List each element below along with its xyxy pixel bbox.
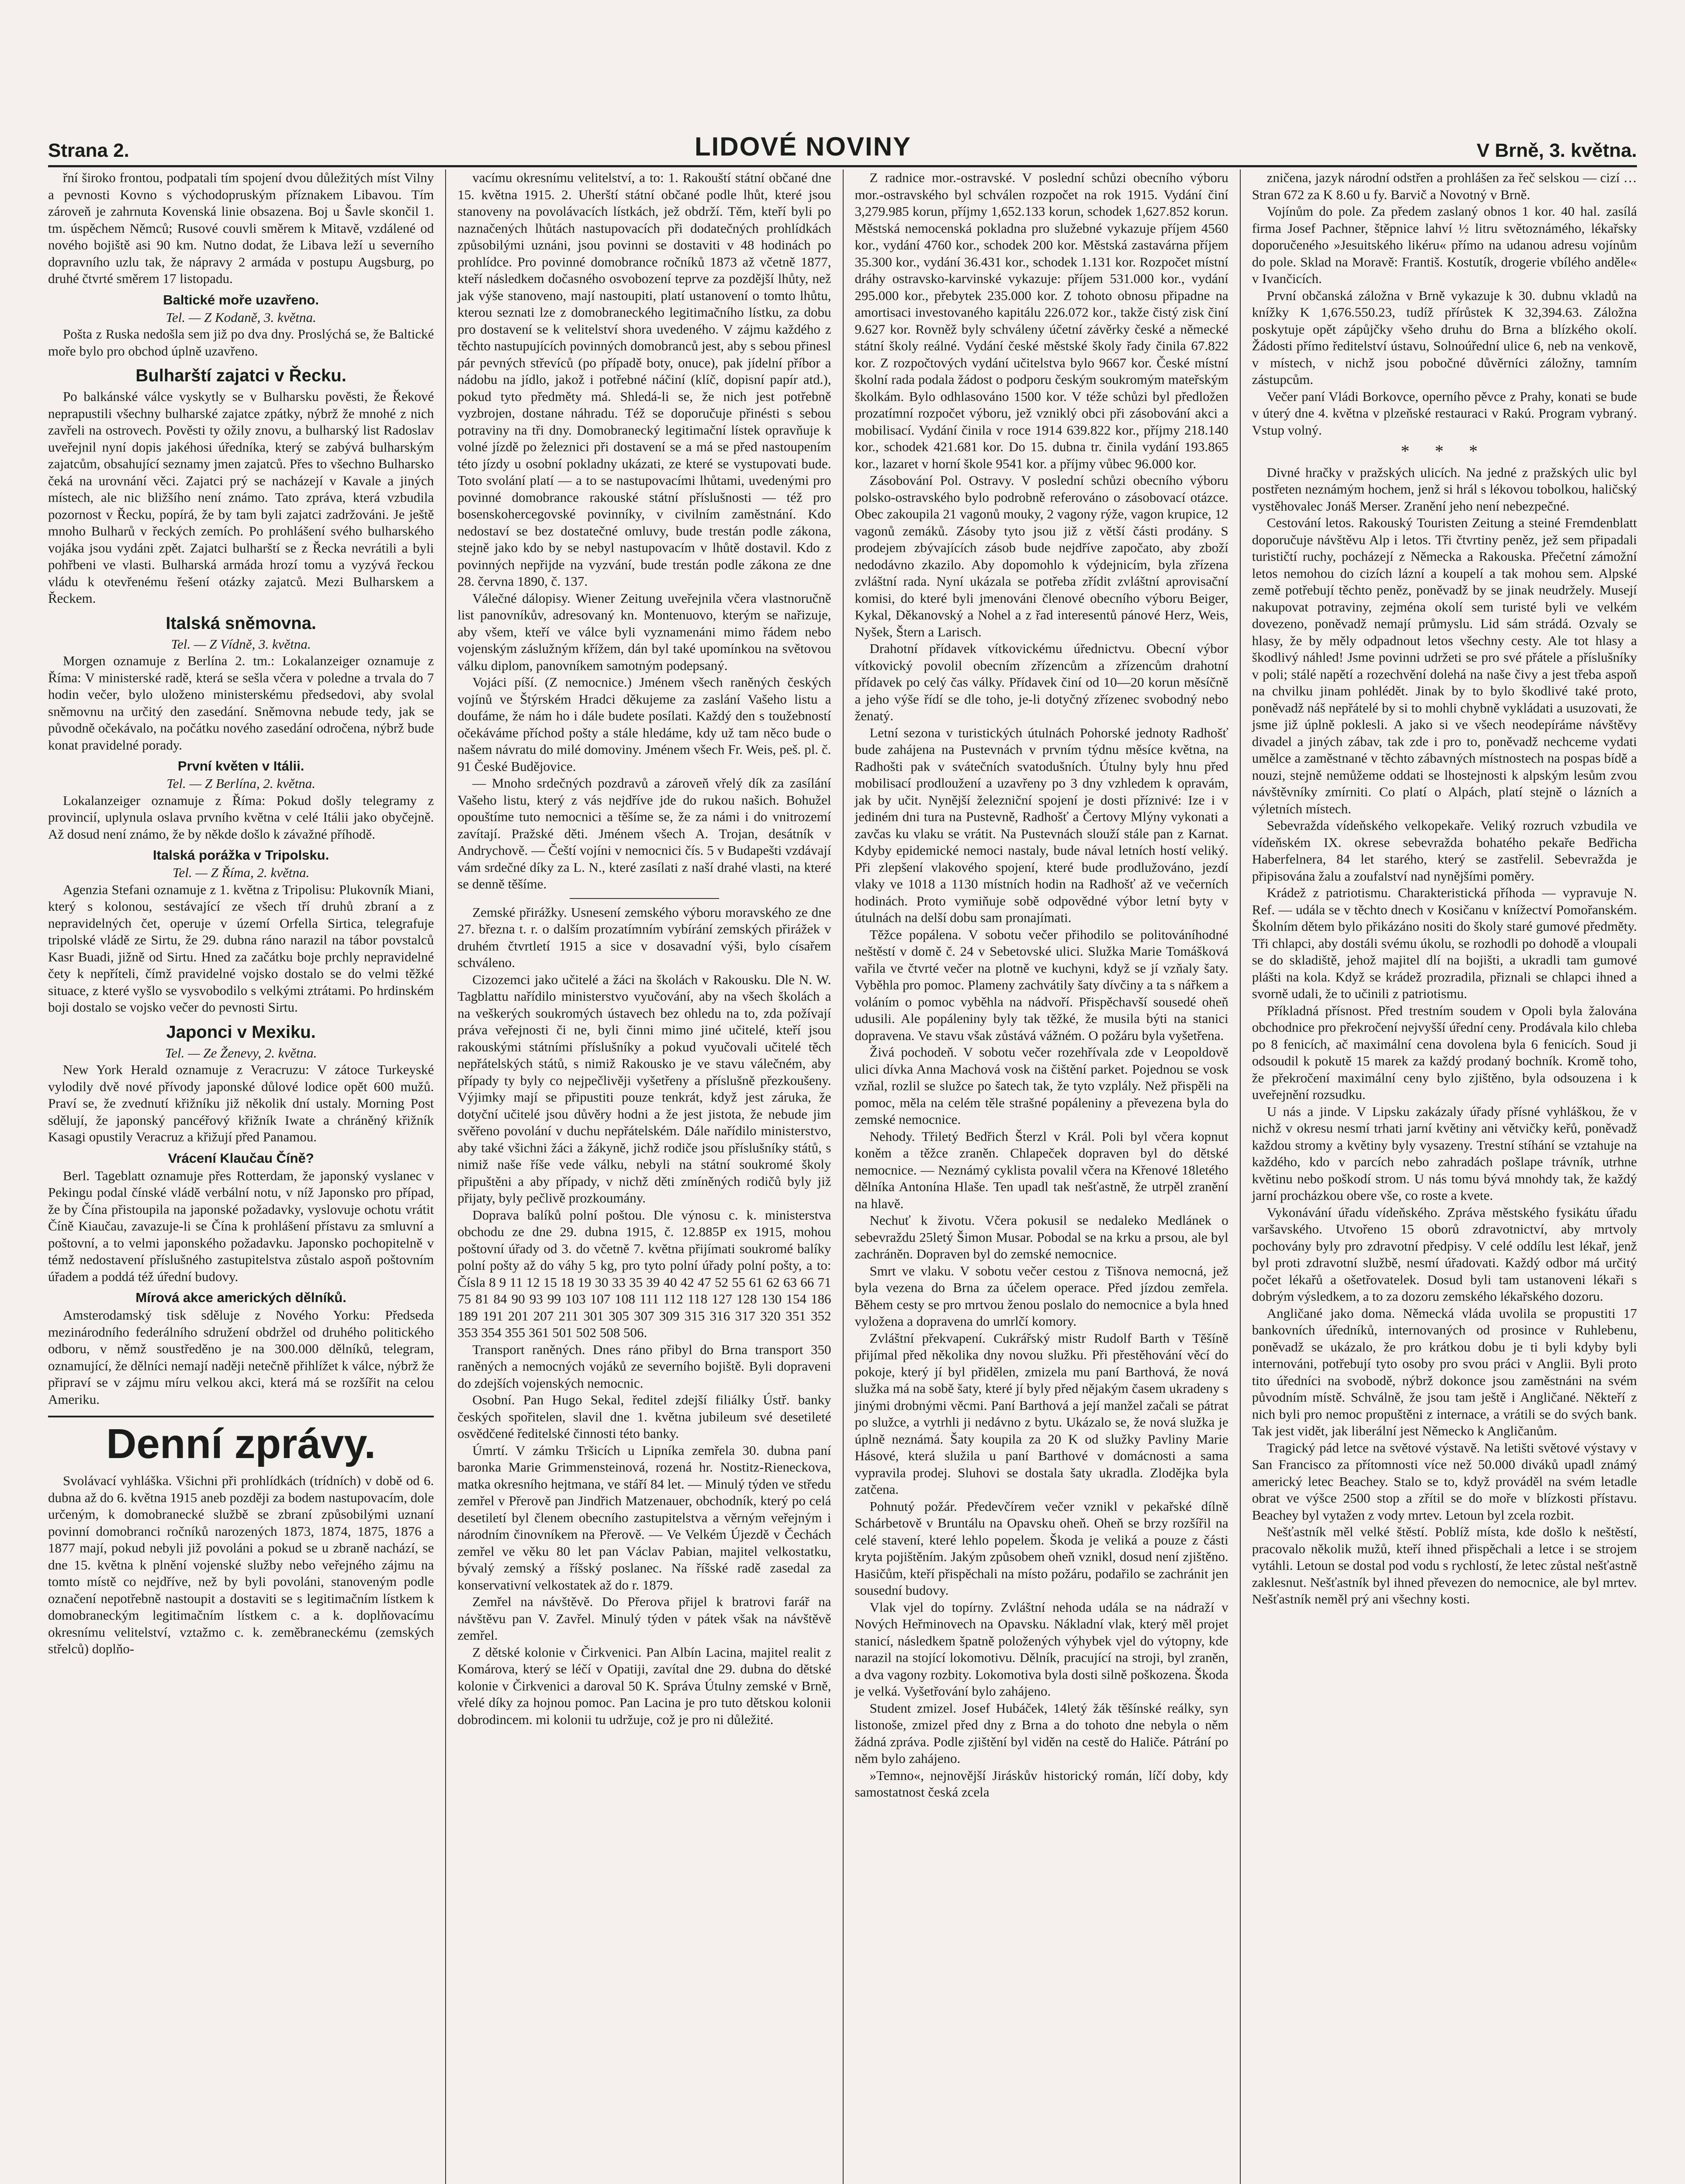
article-paragraph: U nás a jinde. V Lipsku zakázaly úřady přísné vyhláškou, že v nichž v okresu nesmí trhati jarní květiny ani větvičky keřů, poněvadž každou stromy a květiny byly vysazeny. Trestní stíhání se vztahuje na každého, kdo v parcích nebo zahradách pošlape trávník, utrhne květinu nebo poškodí strom. U nás tomu bývá mnohdy tak, že každý jarní procházkou obere vše, co roste a kvete. (1252, 1103, 1637, 1203)
article-paragraph: Úmrtí. V zámku Tršicích u Lipníka zemřela 30. dubna paní baronka Marie Grimmensteinová, rozená hr. Nostitz-Rieneckova, matka okresního hejtmana, ve stáří 84 let. — Minulý týden ve středu zemřel v Přerově pan Jindřich Matzenauer, obchodník, který po celá desetiletí byl členem obecního zastupitelstva a věrným veřejným i národním činovníkem na Přerově. — Ve Velkém Újezdě v Čechách zemřel ve věku 80 let pan Václav Pabian, majitel velkostatku, bývalý zemský a říšský poslanec. Na říšské radě zasedal za konservativní velkostatek až do r. 1879. (457, 1442, 831, 1593)
column-2 (445, 169, 842, 2184)
article-paragraph: Po balkánské válce vyskytly se v Bulharsku pověsti, že Řekové neprapustili všechny bulharské zajatce zpátky, nýbrž že mnohé z nich zavřeli na ostrovech. Pověsti ty ožily znovu, a bulharský list Radoslav uveřejnil nyní dopis jakéhosi úředníka, který se zabývá bulharským zajatcům, obsahující seznamy jmen zajatců. Přes to všechno Bulharsko čeká na urovnání věci. Zajatci prý se nacházejí v Kavale a jiných místech, ale nic bližšího není známo. Tato zpráva, která vzbudila pozornost v Řecku, popírá, že by tam byli zajatci zadržováni. Je ještě mnoho Bulharů v řeckých zemích. Po prohlášení svého bulharského vojáka jsou vydáni zpět. Zajatci bulharští se z Řecka nevrátili a byli pohřbeni ve vlasti. Bulharská armáda hrozí tomu a vyzývá řeckou vládu k otevřenému řešení otázky zajatců. Mezi Bulharskem a Řeckem. (48, 389, 434, 606)
article-paragraph: Agenzia Stefani oznamuje z 1. května z Tripolisu: Plukovník Miani, který s kolonou, sestávající ze všech tří druhů zbraní a z nepravidelných čet, operuje v území Orfella Sirtica, telegrafuje tripolské vládě ze Sirtu, že 29. dubna ráno narazil na tábor povstalců Kasr Buadi, jižně od Sirtu. Hned za začátku boje prchly nepravidelné čety k nepříteli, čímž pravidelné vojsko dostalo se do velmi těžké situace, z které vyšlo se vysvobodilo s velkými ztrátami. Po hrdinském boji dostalo se vojsko večer do pevnosti Sirtu. (48, 881, 434, 1015)
article-paragraph: Vojáci píší. (Z nemocnice.) Jménem všech raněných českých vojínů ve Štýrském Hradci děkujeme za zaslání Vašeho listu a doufáme, že nám ho i dále budete posílati. Každý den s toužebností očekáváme příchod pošty a stále hledáme, kdy už tam něco bude o našem návratu do milé domoviny. Jménem všech Fr. Weis, peš. pl. č. 91 České Budějovice. (457, 674, 831, 774)
article-paragraph: Smrt ve vlaku. V sobotu večer cestou z Tišnova nemocná, jež byla vezena do Brna za účelem operace. Před jízdou zemřela. Během cesty se pro mrtvou ženou poslalo do nemocnice a byla hned vyložena a dopravena do umrlčí komory. (855, 1263, 1228, 1329)
dateline: Tel. — Z Kodaně, 3. května. (166, 309, 316, 325)
article-heading: První květen v Itálii. (177, 758, 304, 774)
article-paragraph: Vlak vjel do topírny. Zvláštní nehoda udála se na nádraží v Nových Heřminovech na Opavsku. Nákladní vlak, který měl projet stanicí, následkem špatně položených výhybek vjel do výtopny, kde narazil na stojící lokomotivu. Dělník, pracující na stroji, byl zraněn, a dva vagony rozbity. Lokomotiva byla dosti silně poškozena. Škoda je velká. Vyšetřování bylo zahájeno. (855, 1599, 1228, 1699)
article-paragraph: Krádež z patriotismu. Charakteristická příhoda — vypravuje N. Ref. — udála se v těchto dnech v Kosičanu v knížectví Pomořanském. Školním dětem bylo přikázáno nositi do školy staré gumové předměty. Tři chlapci, aby dostáli svému úkolu, se rozhodli po dohodě a vloupali se do skladiště, jehož majitel dlí na bojišti, a ukradli tam gumové plášti na kola. Když se krádež prozradila, přiznali se chlapci ihned a svorně udali, že to učinili z patriotismu. (1252, 885, 1637, 1001)
article-paragraph: New York Herald oznamuje z Veracruzu: V zátoce Turkeyské vylodily dvě nové přívody japonské důlové lodice opět 600 mužů. Praví se, že zvednutí křižníku již několik dní ustaly. Morning Post sdělují, že japonský pancéřový křižník Iwate a chráněný křižník Kasagi opustily Veracruz a křižují před Panamou. (48, 1062, 434, 1144)
article-paragraph: Nehody. Třiletý Bedřich Šterzl v Král. Poli byl včera kopnut koněm a těžce zraněn. Chlapeček dopraven byl do dětské nemocnice. — Neznámý cyklista povalil včera na Křenové 18letého dělníka Antonína Hlaše. Ten upadl tak nešťastně, že utrpěl zranění na hlavě. (855, 1128, 1228, 1211)
article-paragraph: Lokalanzeiger oznamuje z Říma: Pokud došly telegramy z provincií, uplynula oslava prvního května v celé Itálii jako obyčejně. Až dosud není známo, že by někde došlo k závažné příhodě. (48, 792, 434, 842)
article-paragraph: Transport raněných. Dnes ráno přibyl do Brna transport 350 raněných a nemocných vojáků ze severního bojiště. Byli dopraveni do zdejších vojenských nemocnic. (457, 1341, 831, 1391)
article-paragraph: Zemské přirážky. Usnesení zemského výboru moravského ze dne 27. března t. r. o dalším prozatímním vybírání zemských přirážek v druhém čtvrtletí 1915 a sice v dosavadní výši, bylo císařem schváleno. (457, 904, 831, 970)
article-paragraph: — Mnoho srdečných pozdravů a zároveň vřelý dík za zasílání Vašeho listu, který z vás nejdříve jde do rukou našich. Bohužel opouštíme tuto nemocnici a těšíme se, že za námi i do vnitrozemí zavítají. Pražské děti. Jménem všech A. Trojan, desátník v Andrychově. — Čeští vojíni v nemocnici čís. 5 v Budapešti vzdávají vám srdečné díky za L. N., které zasílati z naší drahé vlasti, na které se denně těšíme. (457, 775, 831, 892)
ornament: * * * (1401, 441, 1488, 461)
article-paragraph: Svolávací vyhláška. Všichni při prohlídkách (trídních) v době od 6. dubna až do 6. května 1915 aneb později za bodem nastupovacím, dole určeným, k domobranecké službě se zbraní způsobilými uznaní povinní domobranci ročníků narozených 1873, 1874, 1875, 1876 a 1877 mají, pokud nebyli již povoláni a pokud se u zbraně nachází, se dne 15. května k plnění vojenské služby nebo veřejného zájmu na tomto místě co nejdříve, než by byli povoláni, stanoveným podle označení nepotřebně nastoupit a dostaviti se s legitimačním lístkem k domobraneckým legitimačním lístkem c. a k. doplňovacímu okresnímu velitelství, vztažmo c. k. zeměbraneckému (zemských střelců) doplňo- (48, 1473, 434, 1656)
article-paragraph: Tragický pád letce na světové výstavě. Na letišti světové výstavy v San Francisco za přítomnosti více než 50.000 diváků upadl známý americký letec Beachey. Stalo se to, když prováděl na svém letadle obrat ve výšce 2500 stop a zřítil se do moře v blízkosti přístavu. Beachey byl vytažen z vody mrtev. Letoun byl zcela rozbit. (1252, 1440, 1637, 1523)
column-4 (1240, 169, 1637, 2184)
section-heading: Italská sněmovna. (166, 613, 316, 633)
dateline: Tel. — Z Vídně, 3. května. (171, 636, 311, 652)
article-paragraph: Z dětské kolonie v Čirkvenici. Pan Albín Lacina, majitel realit z Komárova, který se léčí v Opatiji, zavítal dne 29. dubna do dětské kolonie v Čirkvenici a daroval 50 K. Správa Útulny zemské v Brně, vřelé díky za hojnou pomoc. Pan Lacina je pro tuto dětskou kolonii dobrodincem. mi kolonii tu udržuje, což je pro ni důležité. (457, 1644, 831, 1727)
article-paragraph: Doprava balíků polní poštou. Dle výnosu c. k. ministerstva obchodu ze dne 29. dubna 1915, č. 12.885P ex 1915, mohou poštovní úřady od 3. do včetně 7. května přijímati soukromé balíky polní pošty až do váhy 5 kg, pro tyto polní úřady polní pošty, a to: Čísla 8 9 11 12 15 18 19 30 33 35 39 40 42 47 52 55 61 62 63 66 71 75 81 84 90 93 99 103 107 108 111 112 118 127 128 130 154 186 189 191 201 207 211 301 305 307 309 315 316 317 320 351 352 353 354 355 361 501 502 508 506. (457, 1207, 831, 1340)
dateline: Tel. — Z Říma, 2. května. (173, 865, 310, 880)
article-paragraph: Zemřel na návštěvě. Do Přerova přijel k bratrovi farář na návštěvu pan V. Zavřel. Minulý týden v pátek však na návštěvě zemřel. (457, 1594, 831, 1643)
article-paragraph: Letní sezona v turistických útulnách Pohorské jednoty Radhošť bude zahájena na Pustevnách v prvním týdnu měsíce května, na Radhošti pak v svátečních svatodušních. Útulny byly hnu před mobilisací prodloužení a uzavřeny po 3 dny vzhledem k opravám, jak by učit. Nynější železniční spojení je dosti příznivé: Ize i v jediném dni tura na Pustevně, Radhošť a Čertovy Mlýny vykonati a zavčas ku vlaku se vrátit. Na Pustevnách slouží stále pan z Karnat. Kdyby epidemické nemoci nastaly, bude nával letních hostí veliký. Při zlepšení vlakového spojení, které bude prodlužováno, jezdí vlaky ve 1018 a 1130 místních hodin na Radhošť až ve večerních hodinách. Proto vymiňuje sobě odpovědné výbor letní byty v útulnách na delší dobu sam pronajímati. (855, 725, 1228, 925)
article-heading: Italská porážka v Tripolsku. (153, 847, 329, 863)
article-paragraph: Sebevražda vídeňského velkopekaře. Veliký rozruch vzbudila ve vídeňském IX. okrese sebevražda bohatého pekaře Bedřicha Haberfelnera, 84 let starého, který se zastřelil. Sebevražda je připisována žalu a zoufalství nad nynějšími poměry. (1252, 818, 1637, 884)
masthead-rule (48, 165, 1637, 167)
article-columns (48, 169, 1637, 2184)
article-paragraph: Vojínům do pole. Za předem zaslaný obnos 1 kor. 40 hal. zasílá firma Josef Pachner, štěpnice lahví ½ litru světoznámého, lékařsky doporučeného »Jesuitského likéru« přímo na udanou adresu vojínům do pole. Sklad na Moravě: Františ. Kostutík, drogerie vbílého anděle« v Ivančicích. (1252, 204, 1637, 286)
article-paragraph: Nešťastník měl velké štěstí. Poblíž místa, kde došlo k neštěstí, pracovalo několik mužů, kteří ihned přispěchali a letce i se strojem vytáhli. Letoun se dostal pod vodu s rychlostí, že letec zůstal nešťastně zaklesnut. Nešťastník byl ihned převezen do nemocnice, ale byl mrtev. Nešťastník neměl prý ani všechny kosti. (1252, 1524, 1637, 1607)
separator-rule (570, 898, 719, 899)
article-paragraph: Pohnutý požár. Předevčírem večer vznikl v pekařské dílně Schárbetově v Bruntálu na Opavsku oheň. Oheň se brzy rozšířil na celé stavení, které lehlo popelem. Škoda je veliká a pouze z části kryta pojištěním. Jakým způsobem oheň vznikl, dosud není zjištěno. Hasičům, kteří přispěchali na místo požáru, podařilo se zachránit jen sousední budovy. (855, 1498, 1228, 1598)
article-paragraph: Vykonávání úřadu vídeňského. Zpráva městského fysikátu úřadu varšavského. Utvořeno 15 oborů zdravotnictví, aby mrtvoly pochovány byly pro zdravotní předpisy. V celé oddílu lest lékař, jenž byl proti zdravotní službě, nesmí úřadovati. Každý odbor má určitý počet lékařů a ošetřovatelek. Dosud byli tam ustanoveni lékaři s dobrým výsledkem, a to za dozoru zemského lékařského dozoru. (1252, 1204, 1637, 1304)
article-paragraph: Cestování letos. Rakouský Touristen Zeitung a steiné Fremdenblatt doporučuje návštěvu Alp i letos. Tři čtvrtiny peněz, jež sem připadali turističtí ruchy, pocházejí z Německa a Rakouska. Přečetní zámožní letos nemohou do cizích lázní a koupelí a tak mohou sem. Alpské země potřebují těchto peněz, poněvadž by se jinak neudržely. Musejí nakupovat potraviny, zejména okolí sem turisté byli ve velkém dovezeno, poněvadž nemají průmyslu. Lid sám strádá. Ozvaly se hlasy, že by měly odpadnout letos všechny cesty. Ale tot hlasy a škodlivý náhled! Jsme povinni udržeti se pro své přátele a příslušníky v poli; stálé napětí a rozechvění dolehá na naše čivy a jest třeba aspoň na chvilku jinam pohlédět. Jinak by to bylo škodlivé také proto, poněvadž náš nepřátelé by si to mohli chybně vykládati a usuzovati, že jsme již úplně poklesli. A jako si ve všech neodepíráme návštěvy divadel a jiných zábav, tak zde i pro to, poněvadž nechceme vydati umělce a zaměstnané v těchto zábavných místnostech na pospas bídě a nouzi, stejně nemůžeme oddati se lhostejnosti k alpským lesům zvou návštěvníky zmírniti. Co platí o Alpách, platí stejně o lázních a výletních místech. (1252, 515, 1637, 816)
article-paragraph: Válečné dálopisy. Wiener Zeitung uveřejnila včera vlastnoručně list panovníkův, adresovaný kn. Montenuovo, kterým se nařizuje, aby všem, kteří ve válce byli vyznamenáni mimo řádem nebo vojenským záslužným křížem, dán byl také upomínkou na světovou válku diplom, panovníkem samotným podepsaný. (457, 590, 831, 673)
place-date: V Brně, 3. května. (1477, 140, 1637, 161)
article-paragraph: Berl. Tageblatt oznamuje přes Rotterdam, že japonský vyslanec v Pekingu podal čínské vládě verbální notu, v níž Japonsko pro případ, že by Čína přistoupila na japonské požadavky, vyslovuje ochotu vrátit Číně Kiaučau, zavazuje-li se Čína k prohlášení přístavu za smluvní a poštovní, a to velmi japonského požadavku. Japonsko pochopitelně v témž nedostavení příslušného zastupitelstva zůstalo aspoň poštovním úřadem a poddá též úřední budovy. (48, 1168, 434, 1284)
article-paragraph: Pošta z Ruska nedošla sem již po dva dny. Proslýchá se, že Baltické moře bylo pro obchod úplně uzavřeno. (48, 326, 434, 359)
article-paragraph: Nechuť k životu. Včera pokusil se nedaleko Medlánek o sebevraždu 25letý Šimon Musar. Pobodal se na krku a prsou, ale byl zachráněn. Dopraven byl do zemské nemocnice. (855, 1213, 1228, 1261)
article-paragraph: Z radnice mor.-ostravské. V poslední schůzi obecního výboru mor.-ostravského byl schválen rozpočet na rok 1915. Vydání činí 3,279.985 korun, příjmy 1,652.133 korun, schodek 1,627.852 korun. Městská nemocenská pokladna pro služebné vykazuje příjem 4560 kor., vydání 4760 kor., schodek 200 kor. Městská zastavárna příjem 35.300 kor., vydání 36.431 kor., schodek 1.131 kor. Rozpočet místní dráhy ostravsko-karvinské vykazuje: příjem 531.000 kor., vydání 295.000 kor., přebytek 235.000 kor. Z tohoto obnosu připadne na amortisaci investovaného kapitálu 226.072 kor., takže čistý zisk činí 9.627 kor. Rovněž byly schváleny účetní závěrky české a německé státní školy reálné. Vydání české městské školy řady činila 67.822 kor. Z rozpočtových vydání učitelstva bylo 9667 kor. České místní školní rada podala žádost o podporu českým soukromým mateřským školkám. Bylo odhlasováno 1500 kor. V téže schůzi byl předložen prozatímní rozpočet výboru, jež vzniklý obci při zásobování akci a mobilisací. Vydání činila v roce 1914 639.822 kor., příjmy 218.140 kor., schodek 421.681 kor. Do 15. dubna tr. činila vydání 193.865 kor., lazaret v horní škole 9541 kor. a příjmy vůbec 96.000 kor. (855, 170, 1228, 471)
article-paragraph: Student zmizel. Josef Hubáček, 14letý žák těšínské reálky, syn listonoše, zmizel před dny z Brna a do tohoto dne nebyla o něm žádná zpráva. Podle zjištění byl viděn na cestě do Haliče. Pátrání po něm bylo zahájeno. (855, 1700, 1228, 1766)
article-paragraph: Osobní. Pan Hugo Sekal, ředitel zdejší filiálky Ústř. banky českých spořitelen, slavil dne 1. května jubileum své desetileté osvědčené ředitelské činnosti této banky. (457, 1392, 831, 1441)
dateline: Tel. — Z Berlína, 2. května. (166, 776, 315, 791)
newspaper-title: LIDOVÉ NOVINY (694, 132, 912, 161)
article-paragraph: Zvláštní překvapení. Cukrářský mistr Rudolf Barth v Těšíně přijímal před několika dny novou služku. Při přestěhování věcí do pokoje, který jí byl přidělen, zmizela mu paní Barthová, že nová služka má na sobě šaty, které jí byly před nějakým časem ukradeny s jinými drobnými věcmi. Paní Barthová a její manžel začali se pátrat po služce, a vytrhli ji nedávno z bytu. Ukázalo se, že nová služka je úplně neznámá. Šaty koupila za 20 K od služky Pavliny Marie Hásové, která služila u paní Barthové v domácnosti a sama vypravila prodej. Sluhovi se dostala šaty ukradla. Zlodějka byla zatčena. (855, 1330, 1228, 1497)
article-heading: Baltické moře uzavřeno. (163, 292, 319, 308)
section-banner: Denní zprávy. (48, 1416, 434, 1468)
article-paragraph: Živá pochodeň. V sobotu večer rozehřívala zde v Leopoldově ulici dívka Anna Machová vosk na čištění parket. Pojednou se vosk vzňal, rozlil se služce po šatech tak, že tyto vzplály. Než přispěli na pomoc, měla na celém těle strašné popáleniny a převezena byla do zemské nemocnice. (855, 1044, 1228, 1127)
article-heading: Mírová akce amerických dělníků. (135, 1290, 346, 1305)
column-1 (48, 169, 445, 2184)
column-3 (843, 169, 1240, 2184)
article-paragraph: Večer paní Vládi Borkovce, operního pěvce z Prahy, konati se bude v úterý dne 4. května v plzeňské restauraci v Rakú. Program vybraný. Vstup volný. (1252, 388, 1637, 438)
masthead (48, 127, 1637, 162)
article-paragraph: zničena, jazyk národní odstřen a prohlášen za řeč selskou — cizí … Stran 672 za K 8.60 u fy. Barvič a Novotný v Brně. (1252, 170, 1637, 202)
article-paragraph: Divné hračky v pražských ulicích. Na jedné z pražských ulic byl postřeten neznámým hochem, jenž si hrál s lékovou tobolkou, haličský vystěhovalec Jonáš Merser. Zranění jeho není nebezpečné. (1252, 464, 1637, 514)
article-paragraph: Amsterodamský tisk sděluje z Nového Yorku: Předseda mezinárodního federálního sdružení obdržel od druhého politického odboru, v němž soustředěno je na 300.000 dělníků, telegram, oznamující, že dělníci nemají naději netečně přihlížet k válce, nýbrž že připraví se v zájmu míru velkou akci, která má se rozšířit na celou Ameriku. (48, 1307, 434, 1407)
article-paragraph: řní široko frontou, podpatali tím spojení dvou důležitých míst Vilny a pevnosti Kovno s východopruským příznakem Libavou. Tím zároveň je zahrnuta Kovenská linie obsazena. Boj u Šavle skončil 1. tm. úspěchem Němců; Rusové couvli směrem k Mitavě, vzdálené od nového bojiště asi 90 km. Nutno dodat, že Libava leží u severního dopravního uzlu tak, že nápravy 2 armáda v postupu Augsburg, po druhé čtvrté směrem 17 listopadu. (48, 170, 434, 286)
article-paragraph: Těžce popálena. V sobotu večer přihodilo se politováníhodné neštěstí v domě č. 24 v Sebetovské ulici. Služka Marie Tomášková vařila ve čtvrté večer na plotně ve kuchyni, když se jí vzňaly šaty. Vyběhla pro pomoc. Plameny zachvátily šaty dívčiny a ta s nářkem a voláním o pomoc vyběhla na nádvoří. Přispěchavší sousedé oheň udusili. Ale popáleniny byly tak těžké, že musila býti na stanici dopravena. Ve stavu však zůstává vážném. O požáru byla vyšetřena. (855, 926, 1228, 1043)
article-paragraph: Drahotní přídavek vítkovickému úřednictvu. Obecní výbor vítkovický povolil obecním zřízencům a zřízencům drahotní přídavek po celý čas války. Přídavek činí od 10—20 korun měsíčně a jeho výše řídí se dle toho, je-li dotyčný zřízenec svobodný nebo ženatý. (855, 641, 1228, 723)
dateline: Tel. — Ze Ženevy, 2. května. (165, 1045, 317, 1061)
article-paragraph: vacímu okresnímu velitelství, a to: 1. Rakouští státní občané dne 15. května 1915. 2. Uherští státní občané podle lhůt, které jsou stanoveny na povolávacích lístkách, jež obdrží. Těm, kteří byli po naznačených lhůtách nastupovacích při dodatečných prohlídkách způsobilými uznáni, jsou povinni se dostaviti v 48 hodinách po prohlídce. Pro povinné domobrance ročníků 1873 až včetně 1877, kteří následkem dočasného osvobození teprve za pozdější lhůty, než jak výše stanoveno, mají nastoupiti, platí ustanovení o tomto lhůtu, kterou seznati lze z domobraneckého legitimačního lístku, za dobu pro dostavení se k velitelství shora uvedeného. V zájmu každého z těchto nastupujících povinných domobranců jest, aby s sebou přinesl pár pevných střevíců (po případě boty, onuce), pak jídelní příbor a nádobu na jídlo, jakož i potřebné náčiní (klíč, dopisní papír atd.), pokud tyto předměty má. Shledá-li se, že nich jest potřebně vyzbrojen, dostane náhradu. Též se doporučuje přinésti s sebou potraviny na tři dny. Domobranecký legitimační lístek opravňuje k volné jízdě po železnici při dostavení se a má se před nastoupením této jízdy u osobní pokladny ukázati, ze které se vystupovati bude. Toto svolání platí — a to se nastupovacími lhůtami, uvedenými pro povinné domobrance rakouské státní příslušnosti — též pro bosenskohercegovské povinníky, v civilním zaměstnání. Kdo nedostaví se bez dostatečné omluvy, bude trestán podle zákona, stejně jako kdo by se nebyl nastupovacím v lhůtě dostavil. Kdo z povinných nepřijde na vyzvání, bude trestán podle zákona ze dne 28. června 1890, č. 137. (457, 170, 831, 589)
section-heading: Japonci v Mexiku. (166, 1022, 316, 1042)
article-paragraph: První občanská záložna v Brně vykazuje k 30. dubnu vkladů na knížky K 1,676.550.23, tudíž přírůstek K 32,394.63. Záložna poskytuje opět zápůjčky všeho druhu do Brna a blízkého okolí. Žádosti přímo ředitelství ústavu, Solnoúřední ulice 6, neb na venkově, v místech, v nichž jsou pobočné důvěrníci záložny, tamním zástupcům. (1252, 287, 1637, 387)
article-paragraph: Angličané jako doma. Německá vláda uvolila se propustiti 17 bankovních úředníků, internovaných od prosince v Ruhlebenu, poněvadž se ukázalo, že pro krátkou dobu je ti byli kdyby byli internováni, potřebují tyto osoby pro svou práci v Anglii. Byli proto tito úředníci na svobodě, nýbrž dokonce jsou zaměstnáni na svém původním místě. Schválně, že jsou tam ještě i Angličané. Někteří z nich byli pro nemoc propuštěni z internace, a vrátili se do svých bank. Tak jest vidět, jak liberální jest Německo k Angličanům. (1252, 1305, 1637, 1438)
article-paragraph: Cizozemci jako učitelé a žáci na školách v Rakousku. Dle N. W. Tagblattu nařídilo ministerstvo vyučování, aby na všech školách a na veškerých soukromých ústavech bez ohledu na to, zda požívají práva veřejnosti či ne, byli činni mimo jiné učitelé, kteří jsou rakouskými státními příslušníky a pokud vyučovali učitelé těch nepřátelských států, s nimiž Rakousko je ve stavu válečném, aby případy ty byly co nejpečlivěji vyšetřeny a příslušně přezkoušeny. Výjimky mají se připustiti pouze tenkrát, když jest záruka, že dotyční učitelé jsou důvěry hodni a že jest jistota, že nebude jim svěřeno povolání v duchu nepřátelském. Dále nařídilo ministerstvo, aby také všichni žáci a žákyně, jichž rodiče jsou příslušníky států, s nimiž naše říše vede válku, nebyli na státní soukromé školy připuštěni a aby případy, v nichž děti zmíněných rodičů byly již přijaty, byly pečlivě prozkoumány. (457, 971, 831, 1206)
page-number: Strana 2. (48, 140, 129, 161)
article-heading: Vrácení Klaučau Číně? (168, 1150, 314, 1166)
article-paragraph: Morgen oznamuje z Berlína 2. tm.: Lokalanzeiger oznamuje z Říma: V ministerské radě, která se sešla včera v poledne a trvala do 7 hodin večer, bylo uloženo ministerskému předsedovi, aby svolal sněmovnu na určitý den zasedání. Sněmovna nebude tedy, jak se původně očekávalo, na počátku nového zasedání odročena, nýbrž bude konat pravidelné porady. (48, 653, 434, 753)
article-paragraph: Příkladná přísnost. Před trestním soudem v Opoli byla žalována obchodnice pro překročení nejvyšší úřední ceny. Prodávala kilo chleba po 8 fenicích, ač maximální cena dovolena byla 6 fenicích. Soud ji odsoudil k pokutě 15 marek za každý prodaný bochník. Kromě toho, že překročení maximální ceny bylo zjištěno, byla odsouzena i k uveřejnění rozsudku. (1252, 1002, 1637, 1102)
article-paragraph: Zásobování Pol. Ostravy. V poslední schůzi obecního výboru polsko-ostravského bylo podrobně referováno o zásobovací otázce. Obec zakoupila 21 vagonů mouky, 2 vagony rýže, vagon krupice, 12 vagonů zemáků. Zásoby tyto jsou již z větší části prodány. S prodejem zbývajících zásob bude nejdříve započato, aby zboží nedodávno zkazilo. Aby dopomohlo k výdejnicím, byla zřízena zvláštní rada. Nyní ukázala se potřeba zřídit zvláštní aprovisační komisi, do které byli jmenováni členové obecního výboru Beiger, Kykal, Děkanovský a Nohel a z řad interesentů pánové Herz, Weis, Nyšek, Štern a Larisch. (855, 473, 1228, 639)
article-paragraph: »Temno«, nejnovější Jiráskův historický román, líčí doby, kdy samostatnost česká zcela (855, 1767, 1228, 1800)
section-heading: Bulharští zajatci v Řecku. (135, 366, 346, 385)
